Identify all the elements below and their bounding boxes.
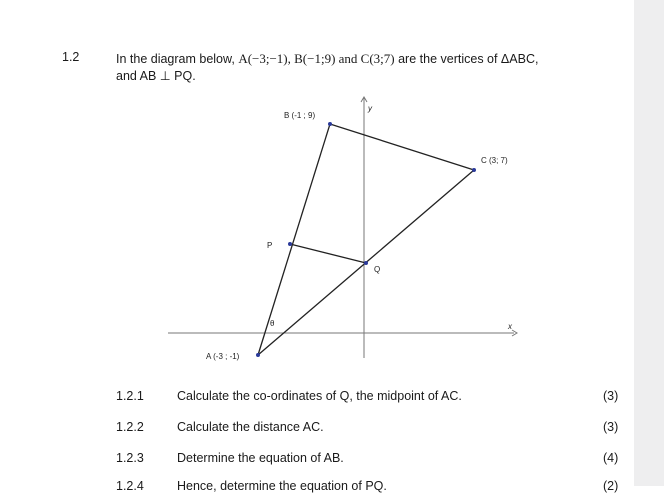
- stem-line2: and AB ⊥ PQ.: [116, 69, 196, 83]
- subquestion-marks: (3): [603, 420, 619, 434]
- subquestion-marks: (3): [603, 389, 619, 403]
- point-c: [472, 168, 476, 172]
- side-ab: [258, 124, 330, 355]
- point-b: [328, 122, 332, 126]
- stem-intro: In the diagram below,: [116, 52, 235, 66]
- point-p: [288, 242, 292, 246]
- label-b: B (-1 ; 9): [284, 111, 316, 120]
- label-x: x: [508, 322, 512, 331]
- stem-vertices: A(−3;−1), B(−1;9) and C(3;7): [238, 51, 395, 66]
- stem-mid: are the vertices of ΔABC,: [398, 52, 539, 66]
- side-bc: [330, 124, 474, 170]
- point-a: [256, 353, 260, 357]
- subquestion-number: 1.2.1: [116, 389, 144, 403]
- label-a: A (-3 ; -1): [206, 352, 240, 361]
- subquestion-marks: (2): [603, 479, 619, 493]
- label-p: P: [267, 241, 273, 250]
- right-margin-panel: [634, 0, 664, 486]
- subquestion-text: Calculate the distance AC.: [177, 420, 324, 434]
- label-c: C (3; 7): [481, 156, 508, 165]
- label-theta: θ: [270, 319, 275, 328]
- point-q: [364, 261, 368, 265]
- subquestion-text: Hence, determine the equation of PQ.: [177, 479, 387, 493]
- subquestion-number: 1.2.4: [116, 479, 144, 493]
- segment-pq: [290, 244, 366, 263]
- subquestion-text: Determine the equation of AB.: [177, 451, 344, 465]
- label-q: Q: [374, 265, 381, 274]
- subquestion-text: Calculate the co-ordinates of Q, the midpoint of AC.: [177, 389, 462, 403]
- subquestion-number: 1.2.2: [116, 420, 144, 434]
- question-number: 1.2: [62, 50, 80, 64]
- subquestion-number: 1.2.3: [116, 451, 144, 465]
- label-y: y: [368, 104, 372, 113]
- subquestion-marks: (4): [603, 451, 619, 465]
